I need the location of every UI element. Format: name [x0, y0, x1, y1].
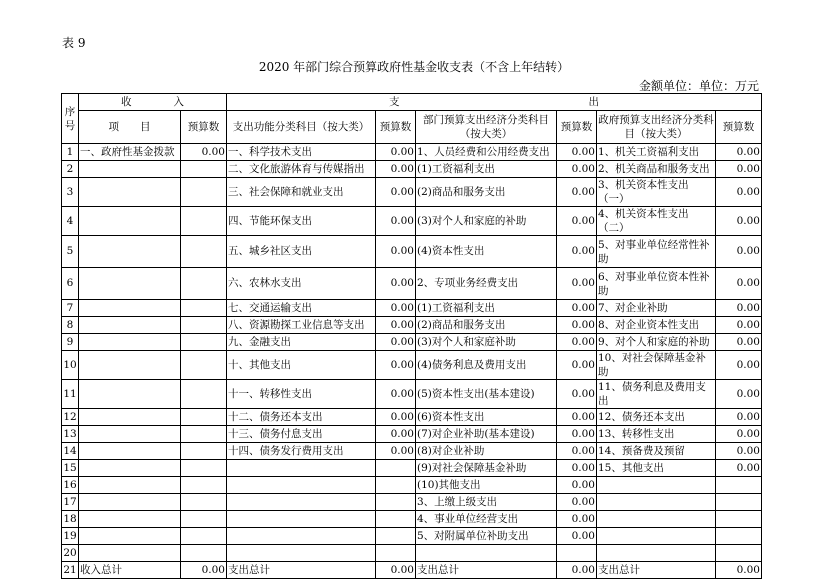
gov-econ-budget: 0.00 [716, 207, 762, 236]
gov-econ-item: 15、其他支出 [597, 460, 716, 477]
row-number: 8 [62, 317, 79, 334]
gov-econ-budget: 0.00 [716, 351, 762, 380]
gov-econ-item: 14、预备费及预留 [597, 443, 716, 460]
table-row [62, 161, 762, 178]
dept-econ-budget: 0.00 [557, 236, 597, 268]
func-budget: 0.00 [376, 300, 416, 317]
dept-econ-budget: 0.00 [557, 207, 597, 236]
table-row [62, 268, 762, 300]
income-item [79, 351, 181, 380]
func-budget: 0.00 [376, 426, 416, 443]
func-item: 五、城乡社区支出 [227, 236, 376, 268]
row-number: 16 [62, 477, 79, 494]
dept-econ-item: 支出总计 [416, 562, 557, 579]
income-item: 一、政府性基金拨款 [79, 144, 181, 161]
table-row [62, 334, 762, 351]
dept-econ-item [416, 545, 557, 562]
table-row [62, 178, 762, 207]
func-item [227, 477, 376, 494]
dept-econ-budget: 0.00 [557, 409, 597, 426]
table-row [62, 545, 762, 562]
header-budget: 预算数 [557, 111, 597, 144]
income-budget [181, 351, 227, 380]
header-expense: 支 出 [227, 94, 762, 111]
func-budget: 0.00 [376, 409, 416, 426]
func-item [227, 545, 376, 562]
table-row [62, 409, 762, 426]
income-budget [181, 409, 227, 426]
income-item [79, 178, 181, 207]
func-budget [376, 460, 416, 477]
income-budget [181, 545, 227, 562]
func-budget: 0.00 [376, 443, 416, 460]
func-budget: 0.00 [376, 207, 416, 236]
gov-econ-item [597, 545, 716, 562]
func-item: 六、农林水支出 [227, 268, 376, 300]
income-budget [181, 460, 227, 477]
income-budget: 0.00 [181, 562, 227, 579]
dept-econ-budget: 0.00 [557, 426, 597, 443]
row-number: 12 [62, 409, 79, 426]
row-number: 2 [62, 161, 79, 178]
income-item [79, 460, 181, 477]
header-func: 支出功能分类科目（按大类） [227, 111, 376, 144]
dept-econ-item: (4)债务利息及费用支出 [416, 351, 557, 380]
func-budget [376, 528, 416, 545]
gov-econ-budget [716, 545, 762, 562]
func-item: 七、交通运输支出 [227, 300, 376, 317]
row-number: 3 [62, 178, 79, 207]
income-budget [181, 334, 227, 351]
func-item: 一、科学技术支出 [227, 144, 376, 161]
income-item [79, 268, 181, 300]
dept-econ-item: (7)对企业补助(基本建设) [416, 426, 557, 443]
table-row [62, 477, 762, 494]
gov-econ-item: 2、机关商品和服务支出 [597, 161, 716, 178]
gov-econ-item [597, 477, 716, 494]
income-item [79, 409, 181, 426]
row-number: 14 [62, 443, 79, 460]
dept-econ-budget: 0.00 [557, 380, 597, 409]
gov-econ-budget: 0.00 [716, 334, 762, 351]
income-item: 收入总计 [79, 562, 181, 579]
row-number: 4 [62, 207, 79, 236]
gov-econ-budget: 0.00 [716, 443, 762, 460]
gov-econ-budget: 0.00 [716, 380, 762, 409]
func-budget: 0.00 [376, 317, 416, 334]
gov-econ-budget [716, 528, 762, 545]
func-budget: 0.00 [376, 178, 416, 207]
table-row [62, 351, 762, 380]
dept-econ-item: (2)商品和服务支出 [416, 178, 557, 207]
dept-econ-budget: 0.00 [557, 494, 597, 511]
row-number: 19 [62, 528, 79, 545]
income-item [79, 426, 181, 443]
income-item [79, 545, 181, 562]
dept-econ-budget: 0.00 [557, 334, 597, 351]
func-item: 二、文化旅游体育与传媒指出 [227, 161, 376, 178]
header-income: 收 入 [79, 94, 227, 111]
func-item [227, 460, 376, 477]
header-dept-econ: 部门预算支出经济分类科目（按大类） [416, 111, 557, 144]
gov-econ-budget: 0.00 [716, 426, 762, 443]
gov-econ-item [597, 511, 716, 528]
dept-econ-budget: 0.00 [557, 351, 597, 380]
row-number: 7 [62, 300, 79, 317]
dept-econ-budget: 0.00 [557, 460, 597, 477]
income-budget [181, 511, 227, 528]
dept-econ-item: (5)资本性支出(基本建设) [416, 380, 557, 409]
func-item: 四、节能环保支出 [227, 207, 376, 236]
header-seq: 序号 [62, 94, 79, 144]
row-number: 1 [62, 144, 79, 161]
income-item [79, 443, 181, 460]
dept-econ-budget: 0.00 [557, 300, 597, 317]
gov-econ-budget: 0.00 [716, 562, 762, 579]
dept-econ-budget: 0.00 [557, 144, 597, 161]
func-item: 十四、债务发行费用支出 [227, 443, 376, 460]
func-budget [376, 477, 416, 494]
income-budget [181, 494, 227, 511]
dept-econ-item: (1)工资福利支出 [416, 161, 557, 178]
table-row [62, 443, 762, 460]
dept-econ-budget: 0.00 [557, 562, 597, 579]
income-budget [181, 528, 227, 545]
table-row [62, 528, 762, 545]
dept-econ-item: 1、人员经费和公用经费支出 [416, 144, 557, 161]
income-budget [181, 426, 227, 443]
dept-econ-item: 4、事业单位经营支出 [416, 511, 557, 528]
func-budget: 0.00 [376, 144, 416, 161]
gov-econ-budget [716, 477, 762, 494]
gov-econ-budget: 0.00 [716, 409, 762, 426]
row-number: 11 [62, 380, 79, 409]
table-row [62, 460, 762, 477]
func-budget: 0.00 [376, 562, 416, 579]
gov-econ-item [597, 494, 716, 511]
budget-table [61, 93, 762, 579]
gov-econ-item: 6、对事业单位资本性补助 [597, 268, 716, 300]
gov-econ-budget: 0.00 [716, 144, 762, 161]
gov-econ-item: 11、债务利息及费用支出 [597, 380, 716, 409]
row-number: 9 [62, 334, 79, 351]
row-number: 20 [62, 545, 79, 562]
income-budget [181, 477, 227, 494]
header-gov-econ: 政府预算支出经济分类科目（按大类） [597, 111, 716, 144]
gov-econ-item: 8、对企业资本性支出 [597, 317, 716, 334]
gov-econ-budget: 0.00 [716, 268, 762, 300]
gov-econ-budget [716, 494, 762, 511]
dept-econ-budget: 0.00 [557, 528, 597, 545]
dept-econ-budget: 0.00 [557, 268, 597, 300]
dept-econ-item: (3)对个人和家庭补助 [416, 334, 557, 351]
gov-econ-budget: 0.00 [716, 300, 762, 317]
func-item: 十、其他支出 [227, 351, 376, 380]
gov-econ-item: 13、转移性支出 [597, 426, 716, 443]
dept-econ-budget: 0.00 [557, 178, 597, 207]
income-budget [181, 317, 227, 334]
gov-econ-item: 支出总计 [597, 562, 716, 579]
func-item [227, 494, 376, 511]
table-row [62, 380, 762, 409]
func-item [227, 528, 376, 545]
income-item [79, 317, 181, 334]
income-item [79, 300, 181, 317]
header-budget: 预算数 [181, 111, 227, 144]
dept-econ-item: (6)资本性支出 [416, 409, 557, 426]
dept-econ-item: (4)资本性支出 [416, 236, 557, 268]
dept-econ-budget: 0.00 [557, 477, 597, 494]
row-number: 13 [62, 426, 79, 443]
income-item [79, 494, 181, 511]
row-number: 5 [62, 236, 79, 268]
table-row [62, 236, 762, 268]
income-budget [181, 207, 227, 236]
income-budget [181, 443, 227, 460]
row-number: 17 [62, 494, 79, 511]
func-item: 支出总计 [227, 562, 376, 579]
gov-econ-budget: 0.00 [716, 317, 762, 334]
gov-econ-item [597, 528, 716, 545]
gov-econ-item: 9、对个人和家庭的补助 [597, 334, 716, 351]
header-budget: 预算数 [376, 111, 416, 144]
gov-econ-budget: 0.00 [716, 460, 762, 477]
income-budget: 0.00 [181, 144, 227, 161]
func-item: 八、资源勘探工业信息等支出 [227, 317, 376, 334]
dept-econ-item: (1)工资福利支出 [416, 300, 557, 317]
func-budget [376, 511, 416, 528]
dept-econ-item: (3)对个人和家庭的补助 [416, 207, 557, 236]
dept-econ-item: (8)对企业补助 [416, 443, 557, 460]
income-budget [181, 236, 227, 268]
func-item: 十一、转移性支出 [227, 380, 376, 409]
income-item [79, 207, 181, 236]
table-number: 表 9 [62, 36, 86, 50]
table-row [62, 317, 762, 334]
dept-econ-budget: 0.00 [557, 443, 597, 460]
income-budget [181, 268, 227, 300]
func-budget: 0.00 [376, 236, 416, 268]
row-number: 15 [62, 460, 79, 477]
income-budget [181, 300, 227, 317]
func-budget: 0.00 [376, 334, 416, 351]
table-row [62, 494, 762, 511]
income-budget [181, 161, 227, 178]
income-budget [181, 178, 227, 207]
row-number: 21 [62, 562, 79, 579]
dept-econ-budget: 0.00 [557, 317, 597, 334]
dept-econ-item: (10)其他支出 [416, 477, 557, 494]
dept-econ-budget: 0.00 [557, 161, 597, 178]
gov-econ-item: 7、对企业补助 [597, 300, 716, 317]
gov-econ-budget: 0.00 [716, 161, 762, 178]
func-item [227, 511, 376, 528]
gov-econ-budget: 0.00 [716, 178, 762, 207]
dept-econ-item: 5、对附属单位补助支出 [416, 528, 557, 545]
income-item [79, 477, 181, 494]
header-budget: 预算数 [716, 111, 762, 144]
table-row [62, 426, 762, 443]
func-budget: 0.00 [376, 161, 416, 178]
row-number: 6 [62, 268, 79, 300]
header-item: 项 目 [79, 111, 181, 144]
page-title: 2020 年部门综合预算政府性基金收支表（不含上年结转） [258, 60, 570, 74]
dept-econ-item: 3、上缴上级支出 [416, 494, 557, 511]
income-item [79, 236, 181, 268]
dept-econ-item: 2、专项业务经费支出 [416, 268, 557, 300]
func-item: 十三、债务付息支出 [227, 426, 376, 443]
dept-econ-item: (2)商品和服务支出 [416, 317, 557, 334]
gov-econ-item: 5、对事业单位经常性补助 [597, 236, 716, 268]
income-item [79, 528, 181, 545]
income-budget [181, 380, 227, 409]
func-budget: 0.00 [376, 351, 416, 380]
amount-unit: 金额单位：单位：万元 [638, 79, 759, 93]
func-item: 九、金融支出 [227, 334, 376, 351]
func-budget [376, 545, 416, 562]
gov-econ-item: 12、债务还本支出 [597, 409, 716, 426]
gov-econ-item: 3、机关资本性支出（一） [597, 178, 716, 207]
row-number: 18 [62, 511, 79, 528]
income-item [79, 511, 181, 528]
dept-econ-item: (9)对社会保障基金补助 [416, 460, 557, 477]
func-budget: 0.00 [376, 380, 416, 409]
income-item [79, 161, 181, 178]
dept-econ-budget [557, 545, 597, 562]
gov-econ-item: 1、机关工资福利支出 [597, 144, 716, 161]
gov-econ-item: 10、对社会保障基金补助 [597, 351, 716, 380]
table-row [62, 562, 762, 579]
func-budget: 0.00 [376, 268, 416, 300]
table-row [62, 300, 762, 317]
gov-econ-item: 4、机关资本性支出（二） [597, 207, 716, 236]
gov-econ-budget [716, 511, 762, 528]
gov-econ-budget: 0.00 [716, 236, 762, 268]
func-budget [376, 494, 416, 511]
income-item [79, 334, 181, 351]
table-row [62, 511, 762, 528]
table-row [62, 144, 762, 161]
row-number: 10 [62, 351, 79, 380]
dept-econ-budget: 0.00 [557, 511, 597, 528]
income-item [79, 380, 181, 409]
func-item: 十二、债务还本支出 [227, 409, 376, 426]
table-row [62, 207, 762, 236]
func-item: 三、社会保障和就业支出 [227, 178, 376, 207]
